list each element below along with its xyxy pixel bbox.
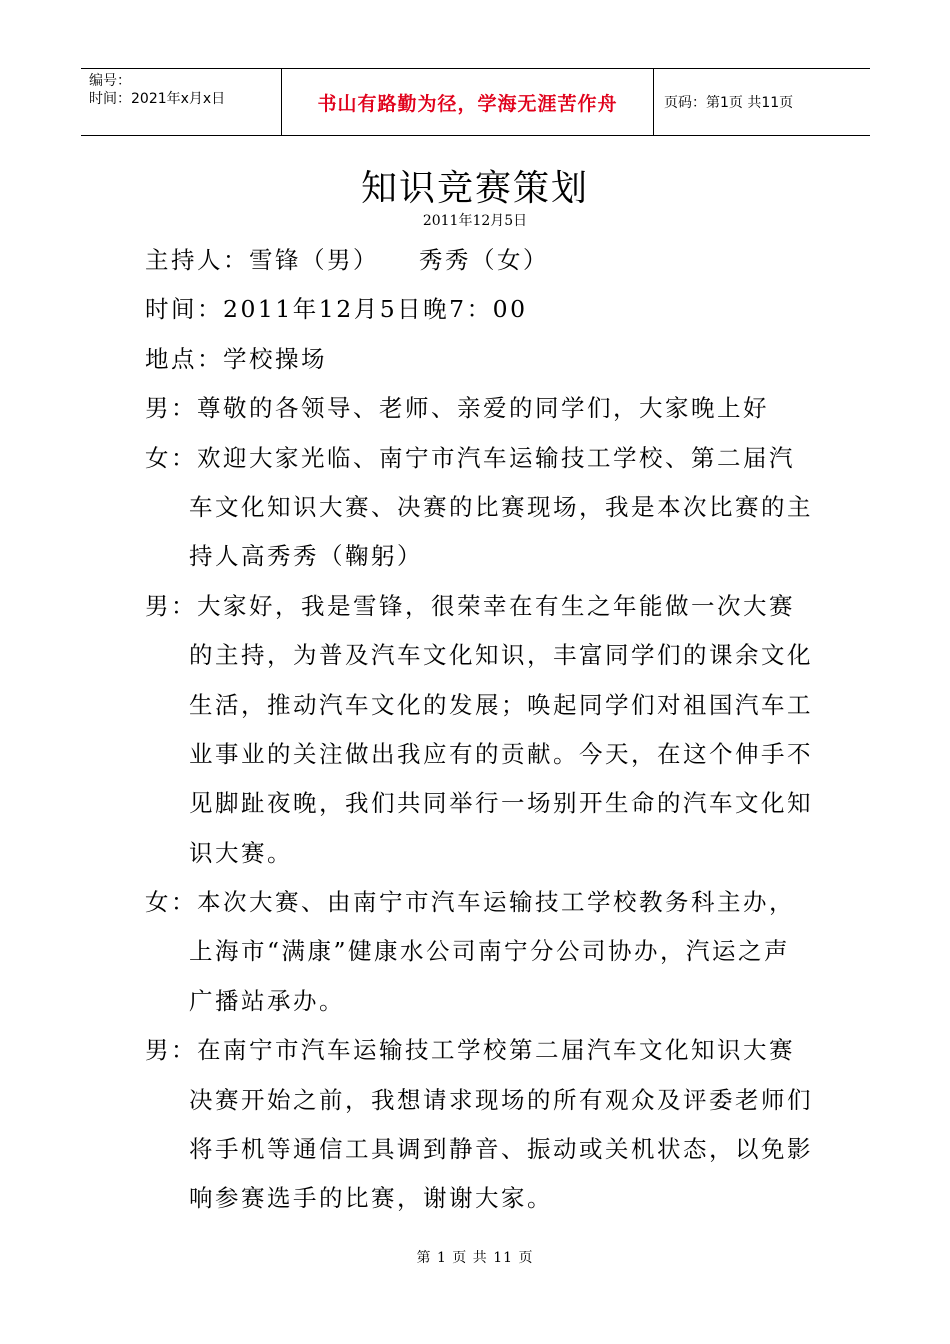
dialogue-line: 上海市“满康”健康水公司南宁分公司协办，汽运之声	[189, 937, 791, 966]
dialogue-line: 车文化知识大赛、决赛的比赛现场，我是本次比赛的主	[189, 492, 813, 521]
time-label: 时间：2021年x月x日	[89, 91, 226, 107]
dialogue-line: 男：大家好，我是雪锋，很荣幸在有生之年能做一次大赛	[145, 591, 795, 620]
time-line: 时间：2011年12月5日晚7：00	[145, 295, 528, 324]
document-header	[81, 68, 870, 136]
dialogue-line: 响参赛选手的比赛，谢谢大家。	[189, 1184, 553, 1213]
page-footer: 第 1 页 共 11 页	[416, 1250, 534, 1266]
document-body	[145, 236, 813, 1224]
dialogue-line: 男：尊敬的各领导、老师、亲爱的同学们，大家晚上好	[145, 394, 769, 423]
dialogue-line: 将手机等通信工具调到静音、振动或关机状态，以免影	[189, 1135, 813, 1164]
dialogue-line: 生活，推动汽车文化的发展；唤起同学们对祖国汽车工	[189, 690, 813, 719]
location-line: 地点：学校操场	[145, 344, 327, 373]
header-page-info: 页码：第1页 共11页	[664, 95, 794, 111]
host-male: 主持人：雪锋（男）	[145, 246, 379, 274]
header-meta-cell	[81, 69, 282, 135]
dialogue-line: 女：欢迎大家光临、南宁市汽车运输技工学校、第二届汽	[145, 443, 795, 472]
dialogue-line: 男：在南宁市汽车运输技工学校第二届汽车文化知识大赛	[145, 1036, 795, 1065]
dialogue-line: 见脚趾夜晚，我们共同举行一场别开生命的汽车文化知	[189, 789, 813, 818]
document-title: 知识竞赛策划	[360, 168, 589, 209]
header-motto: 书山有路勤为径，学海无涯苦作舟	[282, 69, 654, 135]
dialogue-line: 识大赛。	[189, 838, 293, 867]
dialogue-line: 持人高秀秀（鞠躬）	[189, 542, 423, 571]
dialogue-line: 决赛开始之前，我想请求现场的所有观众及评委老师们	[189, 1085, 813, 1114]
host-female: 秀秀（女）	[419, 246, 549, 274]
dialogue-line: 业事业的关注做出我应有的贡献。今天，在这个伸手不	[189, 739, 813, 768]
number-label: 编号：	[89, 73, 131, 89]
dialogue-line: 广播站承办。	[189, 986, 345, 1015]
document-date: 2011年12月5日	[422, 213, 528, 229]
dialogue-line: 的主持，为普及汽车文化知识，丰富同学们的课余文化	[189, 641, 813, 670]
dialogue-line: 女：本次大赛、由南宁市汽车运输技工学校教务科主办，	[145, 888, 795, 917]
hosts-line	[145, 236, 810, 285]
